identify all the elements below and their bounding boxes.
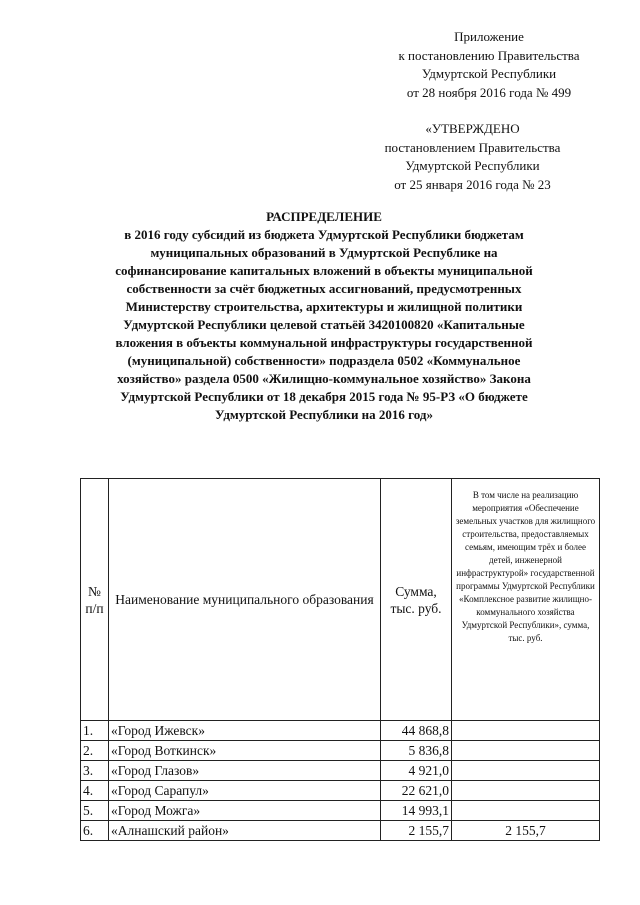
approved-line: постановлением Правительства xyxy=(384,139,561,155)
title-line: Министерству строительства, архитектуры и жилищной политики xyxy=(125,299,523,314)
table-header-row xyxy=(81,479,600,721)
row-incl xyxy=(452,781,600,801)
row-name: «Город Сарапул» xyxy=(109,781,381,801)
title-line: софинансирование капитальных вложений в объекты муниципальной xyxy=(115,263,533,278)
title-line: Удмуртской Республики целевой статьёй 3420100820 «Капитальные xyxy=(123,317,525,332)
row-sum: 44 868,8 xyxy=(381,721,452,741)
table-row xyxy=(81,721,600,741)
title-line: хозяйство» раздела 0500 «Жилищно-коммунальное хозяйство» Закона xyxy=(117,371,531,386)
header-name: Наименование муниципального образования xyxy=(109,479,381,721)
row-incl: 2 155,7 xyxy=(452,821,600,841)
row-incl xyxy=(452,741,600,761)
row-incl xyxy=(452,721,600,741)
approved-header xyxy=(350,120,595,194)
row-name: «Город Ижевск» xyxy=(109,721,381,741)
appendix-line: Приложение xyxy=(454,29,524,44)
row-sum: 2 155,7 xyxy=(381,821,452,841)
row-num: 1. xyxy=(81,721,109,741)
header-incl: В том числе на реализацию мероприятия «Обеспечение земельных участков для жилищного строительства, предоставляемых семьям, имеющим трёх и более детей, инженерной инфраструктурой» государственной программы Удмуртской Республики «Комплексное развитие жилищно-коммунального хозяйства Удмуртской Республики», сумма, тыс. руб. xyxy=(452,479,600,721)
table-row xyxy=(81,821,600,841)
table-row xyxy=(81,801,600,821)
table-row xyxy=(81,741,600,761)
distribution-table xyxy=(80,478,600,841)
title-line: РАСПРЕДЕЛЕНИЕ xyxy=(266,209,382,224)
row-num: 6. xyxy=(81,821,109,841)
document-title xyxy=(90,208,558,424)
title-line: собственности за счёт бюджетных ассигнований, предусмотренных xyxy=(126,281,522,296)
row-sum: 4 921,0 xyxy=(381,761,452,781)
title-line: муниципальных образований в Удмуртской Республике на xyxy=(150,245,498,260)
appendix-line: от 28 ноября 2016 года № 499 xyxy=(406,84,572,100)
row-num: 4. xyxy=(81,781,109,801)
title-line: (муниципальной) собственности» подраздела 0502 «Коммунальное xyxy=(127,353,521,368)
title-line: вложения в объекты коммунальной инфраструктуры государственной xyxy=(115,335,533,350)
approved-line: от 25 января 2016 года № 23 xyxy=(394,176,551,192)
header-num: № п/п xyxy=(81,479,109,721)
row-num: 2. xyxy=(81,741,109,761)
table-row xyxy=(81,761,600,781)
row-name: «Город Можга» xyxy=(109,801,381,821)
row-name: «Город Глазов» xyxy=(109,761,381,781)
appendix-line: Удмуртской Республики xyxy=(421,66,557,81)
row-incl xyxy=(452,801,600,821)
row-name: «Алнашский район» xyxy=(109,821,381,841)
title-line: Удмуртской Республики от 18 декабря 2015 года № 95-РЗ «О бюджете xyxy=(120,389,528,404)
title-line: в 2016 году субсидий из бюджета Удмуртской Республики бюджетам xyxy=(124,227,524,242)
row-sum: 5 836,8 xyxy=(381,741,452,761)
approved-line: Удмуртской Республики xyxy=(405,158,540,173)
title-line: Удмуртской Республики на 2016 год» xyxy=(215,407,433,422)
appendix-header xyxy=(374,28,604,102)
approved-line: «УТВЕРЖДЕНО xyxy=(425,121,520,136)
row-incl xyxy=(452,761,600,781)
row-name: «Город Воткинск» xyxy=(109,741,381,761)
row-sum: 22 621,0 xyxy=(381,781,452,801)
appendix-line: к постановлению Правительства xyxy=(398,47,580,63)
table-row xyxy=(81,781,600,801)
row-num: 3. xyxy=(81,761,109,781)
header-sum: Сумма, тыс. руб. xyxy=(381,479,452,721)
row-sum: 14 993,1 xyxy=(381,801,452,821)
row-num: 5. xyxy=(81,801,109,821)
